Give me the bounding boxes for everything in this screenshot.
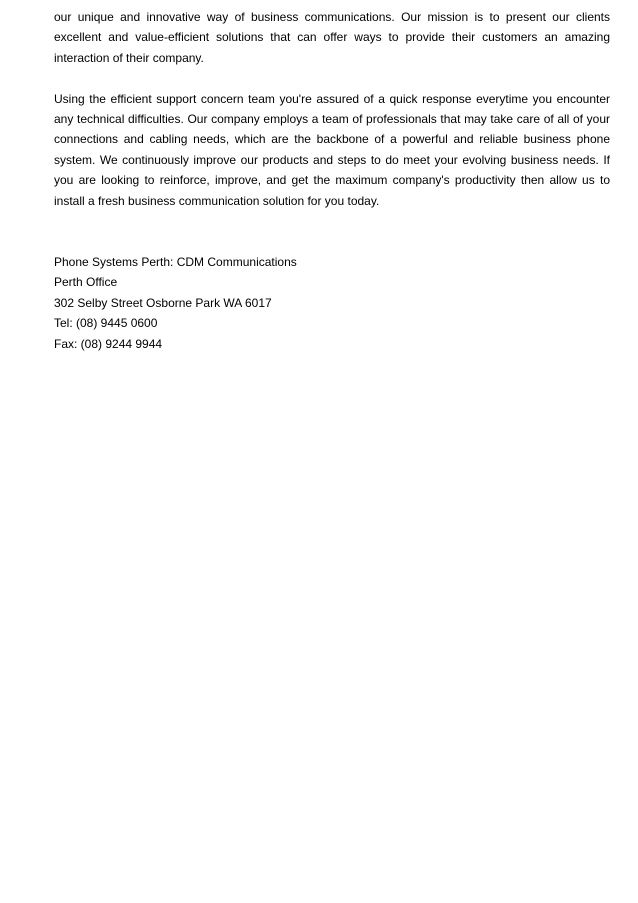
contact-tel: Tel: (08) 9445 0600: [54, 316, 158, 331]
body-paragraph-support: Using the efficient support concern team you're assured of a quick response everytime you encounter any technical difficulties. Our company employs a team of professionals that may take care of all of your connections and cabling needs, which are the backbone of a powerful and reliable business phone system. We continuously improve our products and steps to do meet your evolving business needs. If you are looking to reinforce, improve, and get the maximum company's productivity then allow us to install a fresh business communication solution for you today.: [54, 91, 610, 208]
contact-fax: Fax: (08) 9244 9944: [54, 336, 163, 351]
contact-block: [54, 252, 610, 354]
body-paragraph-mission: our unique and innovative way of business communications. Our mission is to present our clients excellent and value-efficient solutions that can offer ways to provide their customers an amazing interaction of their company.: [54, 10, 610, 65]
contact-address: 302 Selby Street Osborne Park WA 6017: [54, 295, 272, 310]
contact-company: Phone Systems Perth: CDM Communications: [54, 255, 297, 270]
document-page: [54, 7, 610, 354]
contact-office: Perth Office: [54, 275, 118, 290]
